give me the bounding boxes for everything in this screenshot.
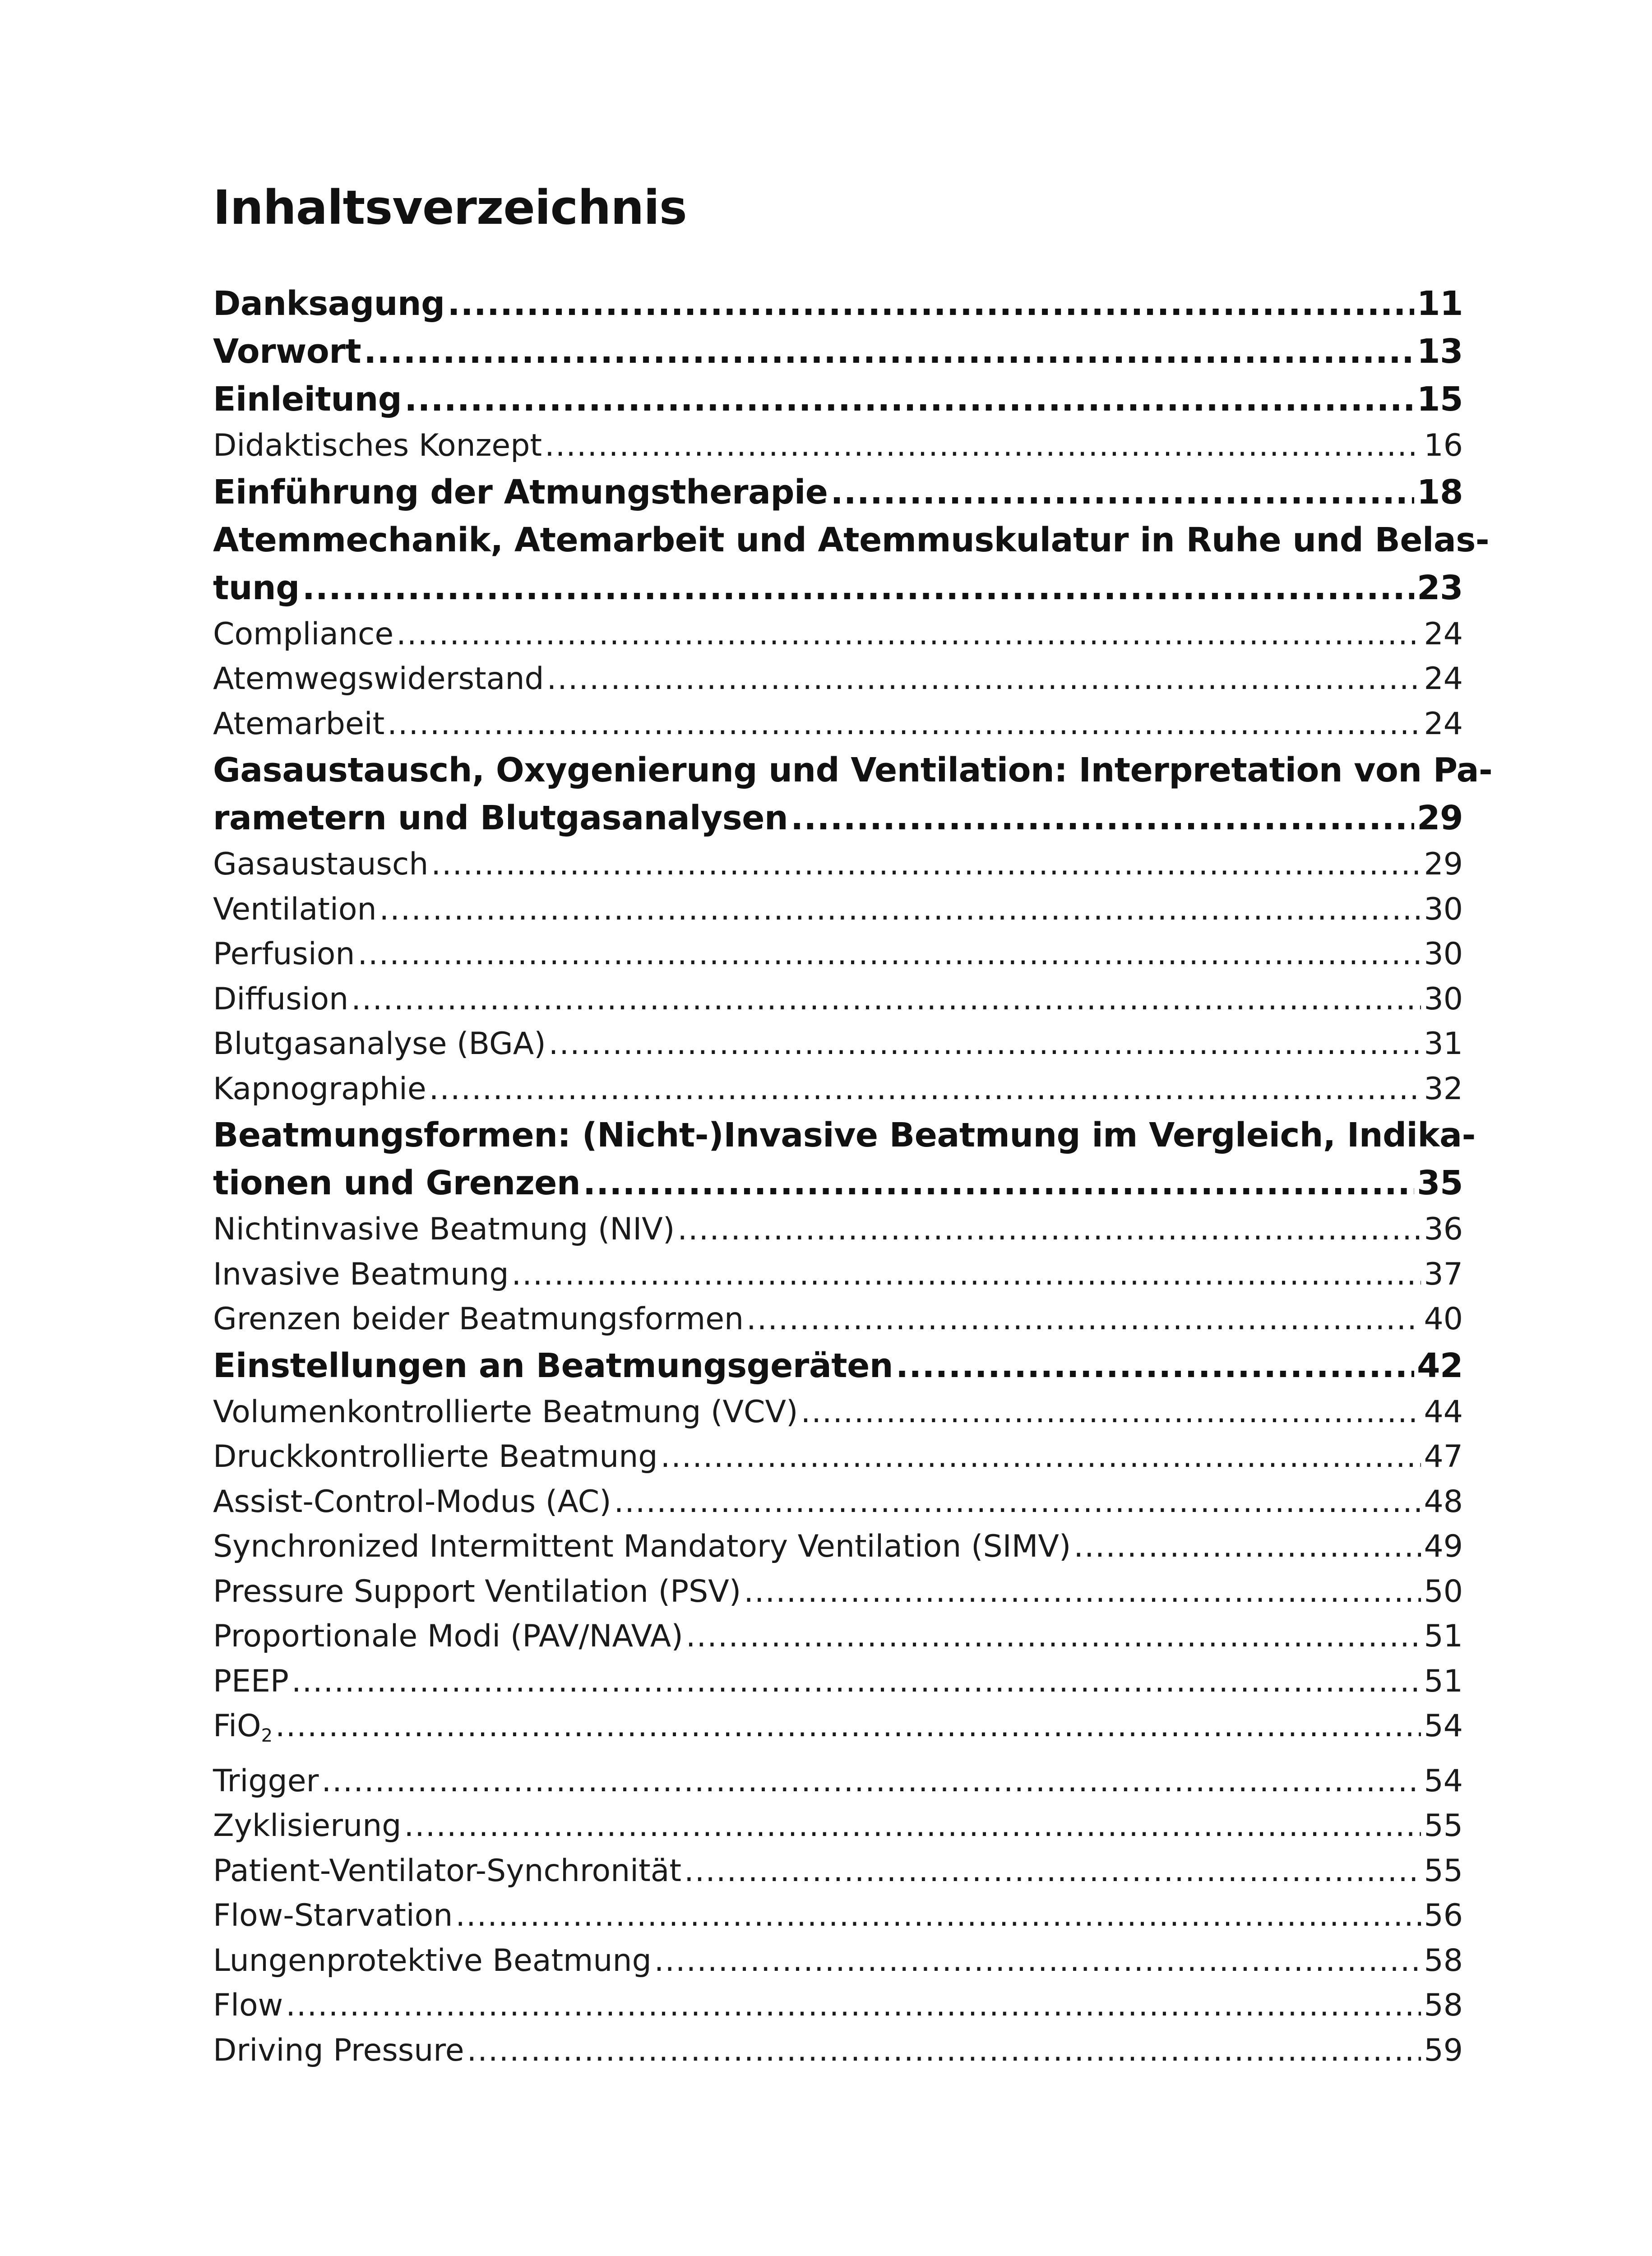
page-number: 29	[1424, 846, 1463, 882]
dot-leader	[431, 842, 1421, 887]
toc-label-text: Pressure Support Ventilation (PSV)	[213, 1573, 741, 1609]
toc-label-text: Perfusion	[213, 936, 355, 972]
toc-section-row	[213, 1938, 1463, 1983]
dot-leader	[357, 932, 1421, 977]
toc-section-row	[213, 1207, 1463, 1252]
toc-item	[213, 1849, 1463, 1894]
page-number: 24	[1424, 661, 1463, 697]
toc-section-title	[213, 423, 542, 468]
toc-label-text: PEEP	[213, 1663, 289, 1699]
page-number: 30	[1424, 981, 1463, 1017]
toc-label-text: rametern und Blutgasanalysen	[213, 799, 788, 837]
toc-item	[213, 1111, 1476, 1207]
toc-label-text: Assist-Control-Modus (AC)	[213, 1484, 611, 1520]
toc-section-title	[213, 702, 384, 747]
dot-leader	[275, 1704, 1421, 1749]
toc-section-row	[213, 1569, 1463, 1614]
toc-section-row	[213, 1252, 1463, 1297]
toc-chapter-title	[213, 468, 828, 516]
dot-leader	[831, 468, 1415, 516]
toc-label-text: Einführung der Atmungstherapie	[213, 472, 828, 512]
toc-section-title	[213, 1434, 658, 1479]
toc-item	[213, 1983, 1463, 2028]
toc-label-text: Einleitung	[213, 380, 402, 419]
dot-leader	[583, 1159, 1414, 1207]
toc-label-text: Lungenprotektive Beatmung	[213, 1942, 652, 1979]
page-number: 35	[1417, 1164, 1463, 1202]
toc-item	[213, 375, 1463, 423]
page-number: 32	[1424, 1071, 1463, 1107]
dot-leader	[322, 1759, 1421, 1804]
toc-section-row	[213, 1893, 1463, 1938]
page-number: 58	[1424, 1988, 1463, 2023]
dot-leader	[455, 1893, 1421, 1938]
toc-section-title	[213, 1297, 744, 1342]
toc-item	[213, 1252, 1463, 1297]
page-number: 51	[1424, 1618, 1463, 1654]
toc-item	[213, 1614, 1463, 1659]
toc-section-row	[213, 2028, 1463, 2073]
dot-leader	[1074, 1524, 1421, 1569]
toc-item	[213, 1759, 1463, 1804]
dot-leader	[614, 1479, 1421, 1525]
page-number: 18	[1417, 472, 1463, 512]
toc-item	[213, 1893, 1463, 1938]
dot-leader	[512, 1252, 1421, 1297]
dot-leader	[404, 375, 1414, 423]
toc-section-row	[213, 1614, 1463, 1659]
toc-label-text: Zyklisierung	[213, 1808, 402, 1844]
page-number: 48	[1424, 1484, 1463, 1520]
page-number: 16	[1424, 428, 1463, 463]
page-number: 44	[1424, 1394, 1463, 1430]
toc-section-title	[213, 1704, 273, 1759]
toc-section-title	[213, 1759, 319, 1804]
toc-label-text: Diffusion	[213, 981, 349, 1017]
toc-item	[213, 1659, 1463, 1704]
page-number: 49	[1424, 1529, 1463, 1564]
toc-item	[213, 842, 1463, 887]
toc-label-text: FiO	[213, 1708, 261, 1744]
dot-leader	[791, 794, 1414, 842]
dot-leader	[292, 1659, 1421, 1704]
toc-chapter-title	[213, 328, 361, 375]
toc-label-text: Vorwort	[213, 332, 361, 371]
toc-item	[213, 746, 1493, 842]
page-number: 42	[1417, 1346, 1463, 1385]
toc-label-text: Blutgasanalyse (BGA)	[213, 1026, 546, 1062]
toc-section-title	[213, 1849, 681, 1894]
dot-leader	[286, 1983, 1421, 2028]
toc-label-text: Danksagung	[213, 284, 445, 323]
toc-label-text: tung	[213, 568, 300, 607]
toc-section-row	[213, 1759, 1463, 1804]
toc-label-text: Synchronized Intermittent Mandatory Ventilation (SIMV)	[213, 1529, 1071, 1564]
dot-leader	[746, 1297, 1421, 1342]
toc-section-title	[213, 2028, 464, 2073]
toc-heading-line: Gasaustausch, Oxygenierung und Ventilation: Interpretation von Pa-	[213, 751, 1493, 790]
toc-section-row	[213, 842, 1463, 887]
toc-chapter-title	[213, 375, 402, 423]
toc-heading-line: Beatmungsformen: (Nicht-)Invasive Beatmung im Vergleich, Indika-	[213, 1116, 1476, 1155]
toc-section-row	[213, 887, 1463, 932]
toc-section-row	[213, 423, 1463, 468]
toc-section-title	[213, 1207, 675, 1252]
dot-leader	[744, 1569, 1421, 1614]
toc-section-row	[213, 1479, 1463, 1525]
toc-section-title	[213, 1803, 401, 1849]
toc-item	[213, 1569, 1463, 1614]
dot-leader	[654, 1938, 1421, 1983]
toc-item	[213, 612, 1463, 657]
page-number: 30	[1424, 891, 1463, 927]
page-number: 37	[1424, 1256, 1463, 1292]
toc-section-title	[213, 1252, 509, 1297]
toc-section-row	[213, 977, 1463, 1022]
toc-section-row	[213, 1297, 1463, 1342]
dot-leader	[448, 280, 1414, 328]
toc-label-text: Patient-Ventilator-Synchronität	[213, 1853, 682, 1889]
document-page	[213, 178, 1493, 2073]
toc-label-subscript: 2	[261, 1725, 273, 1746]
toc-item	[213, 702, 1463, 747]
toc-label-text: Druckkontrollierte Beatmung	[213, 1439, 658, 1475]
toc-section-row	[213, 612, 1463, 657]
toc-item	[213, 1704, 1463, 1759]
toc-label-text: Didaktisches Konzept	[213, 428, 542, 463]
dot-leader	[387, 702, 1421, 747]
dot-leader	[467, 2028, 1421, 2073]
toc-label-text: Volumenkontrollierte Beatmung (VCV)	[213, 1394, 798, 1430]
page-number: 50	[1424, 1573, 1463, 1609]
toc-label-text: Ventilation	[213, 891, 377, 927]
toc-item	[213, 1067, 1463, 1112]
toc-section-title	[213, 1659, 289, 1704]
toc-item	[213, 977, 1463, 1022]
toc-item	[213, 1938, 1463, 1983]
toc-item	[213, 1479, 1463, 1525]
toc-heading-line: Atemmechanik, Atemarbeit und Atemmuskulatur in Ruhe und Belas-	[213, 520, 1490, 559]
toc-label-text: Nichtinvasive Beatmung (NIV)	[213, 1211, 675, 1247]
toc-item	[213, 1207, 1463, 1252]
dot-leader	[547, 656, 1421, 702]
toc-item	[213, 1022, 1463, 1067]
toc-section-row	[213, 702, 1463, 747]
toc-section-title	[213, 656, 544, 702]
dot-leader	[661, 1434, 1421, 1479]
toc-section-title	[213, 1614, 683, 1659]
page-number: 31	[1424, 1026, 1463, 1062]
toc-section-row	[213, 1704, 1463, 1759]
toc-section-row	[213, 932, 1463, 977]
page-number: 24	[1424, 706, 1463, 742]
toc-label-text: Kapnographie	[213, 1071, 426, 1107]
page-number: 40	[1424, 1301, 1463, 1337]
page-number: 36	[1424, 1211, 1463, 1247]
page-title: Inhaltsverzeichnis	[213, 180, 687, 235]
toc-section-row	[213, 1524, 1463, 1569]
toc-label-text: Atemwegswiderstand	[213, 661, 544, 697]
toc-chapter-title	[213, 1342, 893, 1390]
dot-leader	[302, 564, 1414, 612]
toc-chapter-title	[213, 564, 300, 612]
toc-chapter-row	[213, 328, 1463, 375]
toc-label-text: Compliance	[213, 616, 394, 652]
dot-leader	[404, 1803, 1421, 1849]
dot-leader	[364, 328, 1414, 375]
page-number: 30	[1424, 936, 1463, 972]
toc-chapter-row	[213, 1159, 1463, 1207]
toc-section-title	[213, 842, 428, 887]
page-number: 15	[1417, 380, 1463, 419]
toc-section-title	[213, 887, 377, 932]
toc-section-row	[213, 1983, 1463, 2028]
toc-item	[213, 468, 1463, 516]
toc-item	[213, 887, 1463, 932]
toc-section-title	[213, 1893, 453, 1938]
toc-section-title	[213, 1938, 652, 1983]
toc-item	[213, 932, 1463, 977]
toc-chapter-row	[213, 1342, 1463, 1390]
dot-leader	[677, 1207, 1421, 1252]
toc-item	[213, 516, 1490, 612]
toc-chapter-row	[213, 794, 1463, 842]
toc-item	[213, 1803, 1463, 1849]
page-number: 58	[1424, 1942, 1463, 1979]
toc-section-title	[213, 1569, 741, 1614]
toc-item	[213, 1297, 1463, 1342]
toc-item	[213, 1390, 1463, 1435]
page-number: 56	[1424, 1898, 1463, 1933]
toc-label-text: tionen und Grenzen	[213, 1164, 581, 1202]
dot-leader	[351, 977, 1421, 1022]
page-number: 54	[1424, 1763, 1463, 1799]
toc-item	[213, 1524, 1463, 1569]
toc-label-text: Gasaustausch	[213, 846, 429, 882]
toc-chapter-title	[213, 1159, 580, 1207]
toc-label-text: Grenzen beider Beatmungsformen	[213, 1301, 744, 1337]
toc-label-text: Driving Pressure	[213, 2032, 464, 2068]
page-number: 29	[1417, 799, 1463, 837]
toc-section-title	[213, 1983, 283, 2028]
toc-label-text: Einstellungen an Beatmungsgeräten	[213, 1346, 893, 1385]
page-number: 55	[1424, 1853, 1463, 1889]
toc-section-title	[213, 1067, 426, 1112]
dot-leader	[896, 1342, 1414, 1390]
dot-leader	[686, 1614, 1421, 1659]
toc-label-text: Invasive Beatmung	[213, 1256, 509, 1292]
toc-label-text: Proportionale Modi (PAV/NAVA)	[213, 1618, 683, 1654]
page-number: 13	[1417, 332, 1463, 371]
toc-section-title	[213, 1022, 546, 1067]
toc-chapter-row	[213, 280, 1463, 328]
dot-leader	[545, 423, 1421, 468]
page-number: 54	[1424, 1708, 1463, 1744]
toc-section-title	[213, 1390, 798, 1435]
page-number: 55	[1424, 1808, 1463, 1844]
dot-leader	[801, 1390, 1421, 1435]
table-of-contents	[213, 280, 1493, 2073]
toc-section-row	[213, 1434, 1463, 1479]
toc-label-text: Flow-Starvation	[213, 1898, 453, 1933]
toc-chapter-row	[213, 375, 1463, 423]
toc-section-row	[213, 1390, 1463, 1435]
toc-item	[213, 423, 1463, 468]
dot-leader	[379, 887, 1421, 932]
toc-label-text: Flow	[213, 1988, 283, 2023]
page-number: 51	[1424, 1663, 1463, 1699]
toc-chapter-title	[213, 794, 788, 842]
toc-section-title	[213, 977, 348, 1022]
dot-leader	[684, 1849, 1421, 1894]
toc-chapter-row	[213, 564, 1463, 612]
toc-section-row	[213, 1803, 1463, 1849]
toc-item	[213, 2028, 1463, 2073]
toc-item	[213, 656, 1463, 702]
toc-section-row	[213, 656, 1463, 702]
toc-item	[213, 280, 1463, 328]
page-number: 59	[1424, 2032, 1463, 2068]
toc-section-title	[213, 932, 355, 977]
page-number: 23	[1417, 568, 1463, 607]
toc-chapter-title	[213, 280, 445, 328]
toc-item	[213, 328, 1463, 375]
dot-leader	[396, 612, 1421, 657]
dot-leader	[429, 1067, 1421, 1112]
toc-section-row	[213, 1849, 1463, 1894]
toc-section-title	[213, 1479, 611, 1525]
toc-section-row	[213, 1067, 1463, 1112]
toc-section-row	[213, 1022, 1463, 1067]
toc-label-text: Trigger	[213, 1763, 319, 1799]
toc-item	[213, 1434, 1463, 1479]
toc-section-title	[213, 612, 393, 657]
toc-section-row	[213, 1659, 1463, 1704]
toc-item	[213, 1342, 1463, 1390]
dot-leader	[549, 1022, 1421, 1067]
toc-chapter-row	[213, 468, 1463, 516]
toc-label-text: Atemarbeit	[213, 706, 385, 742]
page-number: 47	[1424, 1439, 1463, 1475]
toc-section-title	[213, 1524, 1071, 1569]
page-number: 11	[1417, 284, 1463, 323]
page-number: 24	[1424, 616, 1463, 652]
